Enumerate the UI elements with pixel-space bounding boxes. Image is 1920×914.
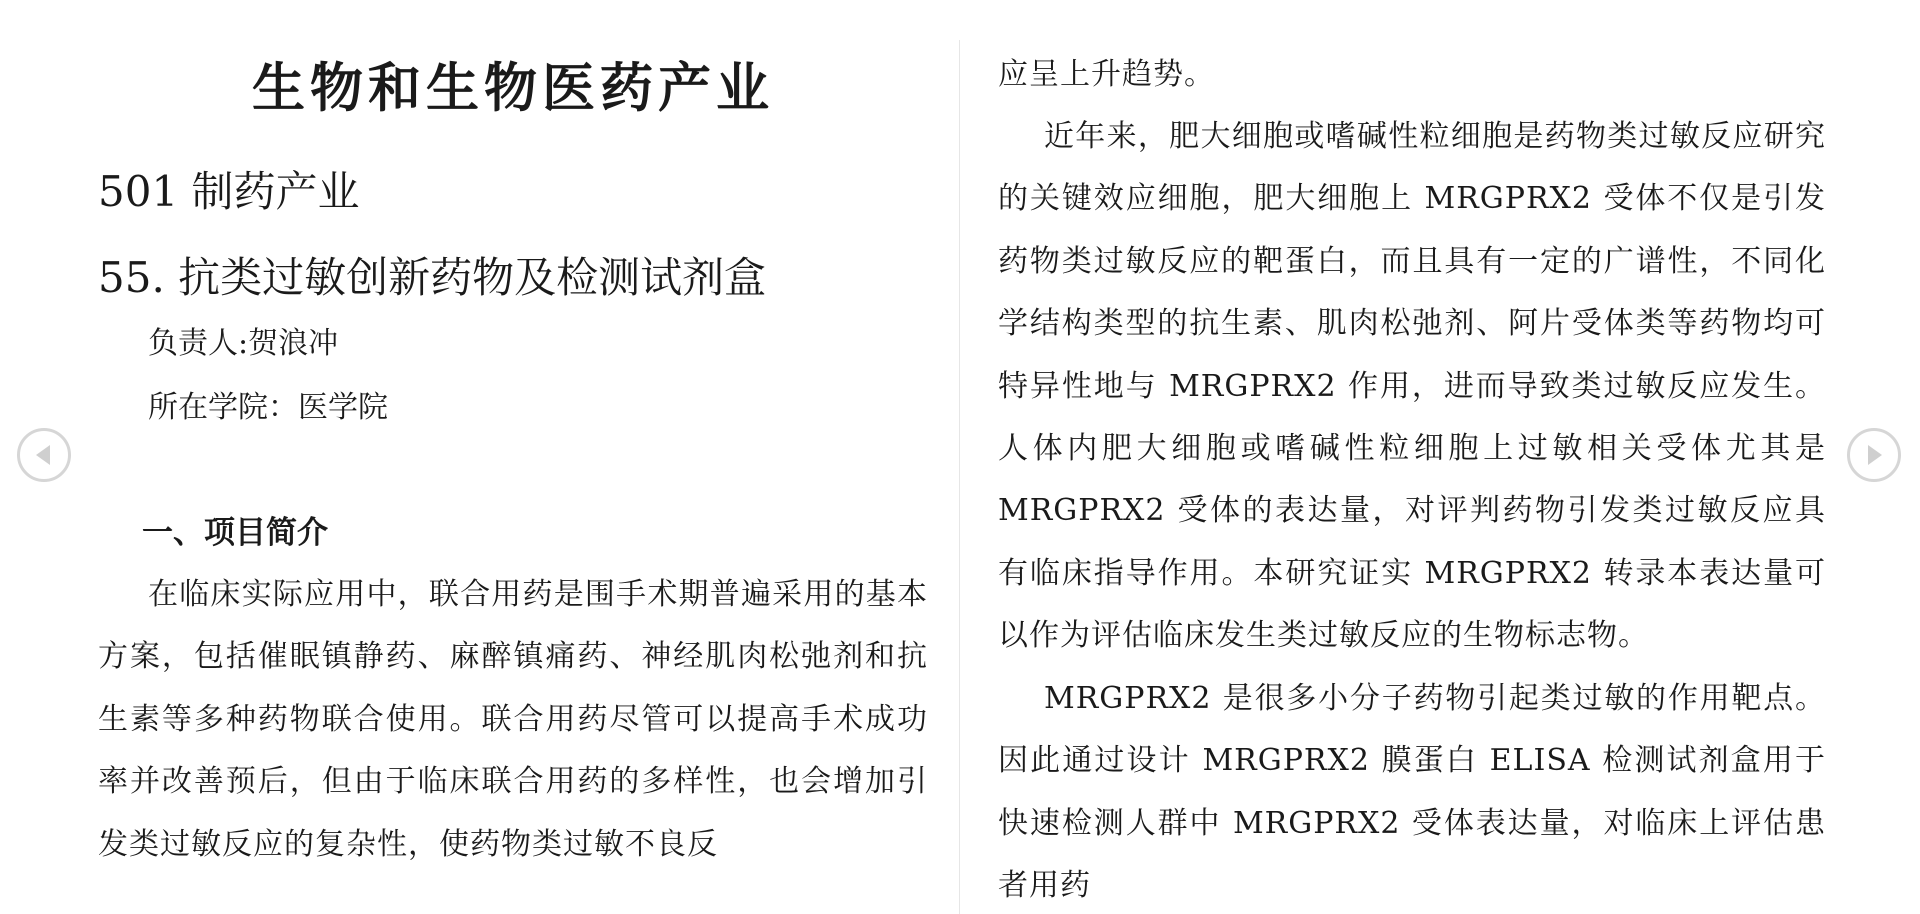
body-paragraph-2: MRGPRX2 是很多小分子药物引起类过敏的作用靶点。因此通过设计 MRGPRX2 膜蛋白 ELISA 检测试剂盒用于快速检测人群中 MRGPRX2 受体表达量，对临床上评估患者用药 [998,681,1826,904]
section-code-heading: 501 制药产业 [98,167,360,216]
next-page-button[interactable] [1847,428,1901,482]
project-lead: 负责人:贺浪冲 [148,326,339,361]
right-page [998,0,1826,914]
left-page [98,0,928,914]
chevron-left-icon [20,431,68,479]
intro-paragraph: 在临床实际应用中，联合用药是围手术期普遍采用的基本方案，包括催眠镇静药、麻醉镇痛药、神经肌肉松弛剂和抗生素等多种药物联合使用。联合用药尽管可以提高手术成功率并改善预后，但由于临床联合用药的多样性，也会增加引发类过敏反应的复杂性，使药物类过敏不良反 [98,577,928,862]
page-title: 生物和生物医药产业 [252,57,774,119]
project-college: 所在学院：医学院 [148,390,388,425]
chevron-right-icon [1850,431,1898,479]
project-title: 55. 抗类过敏创新药物及检测试剂盒 [98,253,767,302]
continued-paragraph: 应呈上升趋势。 [998,57,1215,92]
intro-heading: 一、项目简介 [142,515,328,551]
previous-page-button[interactable] [17,428,71,482]
page-gutter-divider [959,40,960,914]
body-paragraph-1: 近年来，肥大细胞或嗜碱性粒细胞是药物类过敏反应研究的关键效应细胞，肥大细胞上 MRGPRX2 受体不仅是引发药物类过敏反应的靶蛋白，而且具有一定的广谱性，不同化学结构类型的抗生素、肌肉松弛剂、阿片受体类等药物均可特异性地与 MRGPRX2 作用，进而导致类过敏反应发生。人体内肥大细胞或嗜碱性粒细胞上过敏相关受体尤其是 MRGPRX2 受体的表达量，对评判药物引发类过敏反应具有临床指导作用。本研究证实 MRGPRX2 转录本表达量可以作为评估临床发生类过敏反应的生物标志物。 [998,119,1826,654]
